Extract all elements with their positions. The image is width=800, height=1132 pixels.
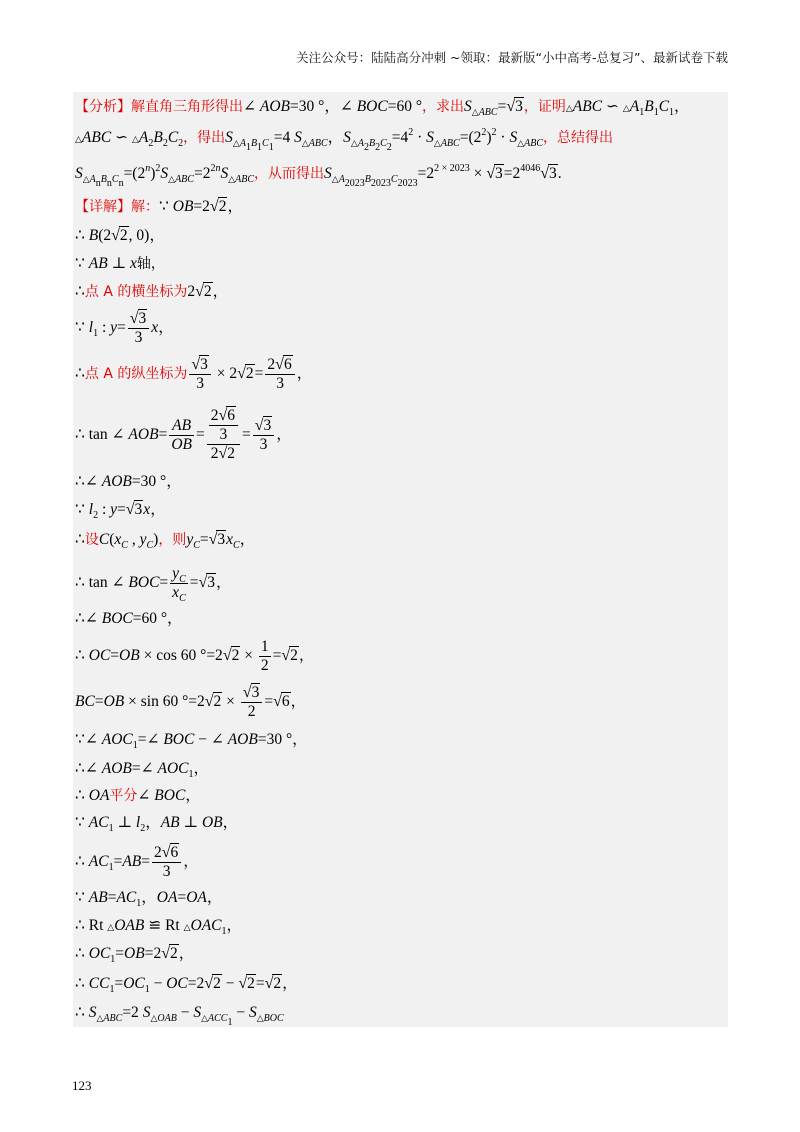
solution-line-AOC1: ∵∠ $AOC_1=\angle$ BOC − ∠ AOB=30 °， [75,731,308,751]
solution-line-intro: 【详解】解：∵ OB=2√2， [75,198,243,215]
solution-line-BOC60: ∴∠ BOC=60 °， [75,610,183,627]
solution-line-OC1: ∴ $OC_1=OB=2√2$， [75,945,195,965]
solution-line-tanAOB: ∴ tan ∠ AOB= $\frac{AB}{OB}$ = $\frac{\frac{2√6}{3}}{2√2}$ = $\frac{√3}{3}$ ， [75,407,292,463]
solution-line-Ax: ∴点 A 的横坐标为2√2， [75,283,229,300]
solution-line-OC: ∴ OC=OB × cos 60 °=2√2 × $\frac{1}{2}$ =√2， [75,638,315,674]
solution-line-eq: ∵ $AB=AC_1$，OA=OA， [75,889,223,909]
solution-line-BC: BC=OB × sin 60 °=2√2 × $\frac{√3}{2}$ =√6， [75,684,307,721]
solution-line-setC: ∴设$C(x_C$ , $y_C$)，则$y_C=√3x_C$， [75,531,256,551]
solution-line-perp2: ∵ $AC_1$ ⊥ $l_2$，AB ⊥ OB， [75,814,239,834]
analysis-line-3: $S_{\triangle A_nB_nC_n}=(2^n)^2S_{\triangle ABC}=2^{2n}S_{\triangle ABC}$，从而得出$S_{\triangle A_{2023}B_{2023}C_{2023}}=2^{2 \times 2023} \times √3=2^{4046}√3$. [75,163,562,189]
analysis-line-1: 【分析】解直角三角形得出∠ AOB=30 °，∠ BOC=60 °，求出$S_{\triangle ABC}=√3$，证明△ABC ∽ $\triangle A_1B_1C_1$， [75,98,690,118]
solution-line-l1: ∵ $l_1$ : y= $\frac{√3}{3}$ x， [75,310,174,347]
solution-line-congruent: ∴ Rt △OAB ≌ Rt $\triangle OAC_1$， [75,917,243,937]
solution-line-area: ∴ $S_{\triangle ABC}=2$ $S_{\triangle OAB} - S_{\triangle ACC_1} - S_{\triangle BOC}$ [75,1004,284,1028]
solution-line-l2: ∵ $l_2$ : y=√3x， [75,501,166,521]
solution-line-perp: ∵ AB ⊥ x轴， [75,255,165,272]
page-number: 123 [72,1078,92,1093]
solution-line-CC1: ∴ $CC_1=OC_1 - OC=2√2 - √2=√2$， [75,975,298,995]
solution-line-AOB-eq: ∴∠ AOB=∠ $AOC_1$， [75,760,209,780]
solution-tag: 【详解】 [75,199,131,215]
solution-line-tanBOC: ∴ tan ∠ BOC= $\frac{y_C}{x_C}$ =√3， [75,565,232,604]
page-header: 关注公众号：陆陆高分冲刺 ~领取：最新版“小中高考-总复习”、最新试卷下载 [296,50,728,65]
solution-line-Ay: ∴点 A 的纵坐标为 $\frac{√3}{3}$ × 2√2= $\frac{2√6}{3}$ ， [75,356,313,393]
analysis-line-2: △ABC ∽ $\triangle A_2B_2C_2$，得出$S_{\triangle A_1B_1C_1}=4$ $S_{\triangle ABC}$，$S_{\triangle A_2B_2C_2}=4^2 \cdot S_{\triangle ABC}=(2^2)^2 \cdot S_{\triangle ABC}$，总结得出 [75,127,614,153]
analysis-tag: 【分析】 [75,99,131,115]
solution-line-AC1: ∴ $AC_1=AB=$ $\frac{2√6}{3}$ ， [75,844,199,881]
solution-line-bisect: ∴ OA平分∠ BOC， [75,787,201,804]
solution-line-AOB30: ∴∠ AOB=30 °， [75,473,182,490]
solution-line-B: ∴ B(2√2, 0)， [75,227,165,244]
solution-panel [73,92,728,1027]
